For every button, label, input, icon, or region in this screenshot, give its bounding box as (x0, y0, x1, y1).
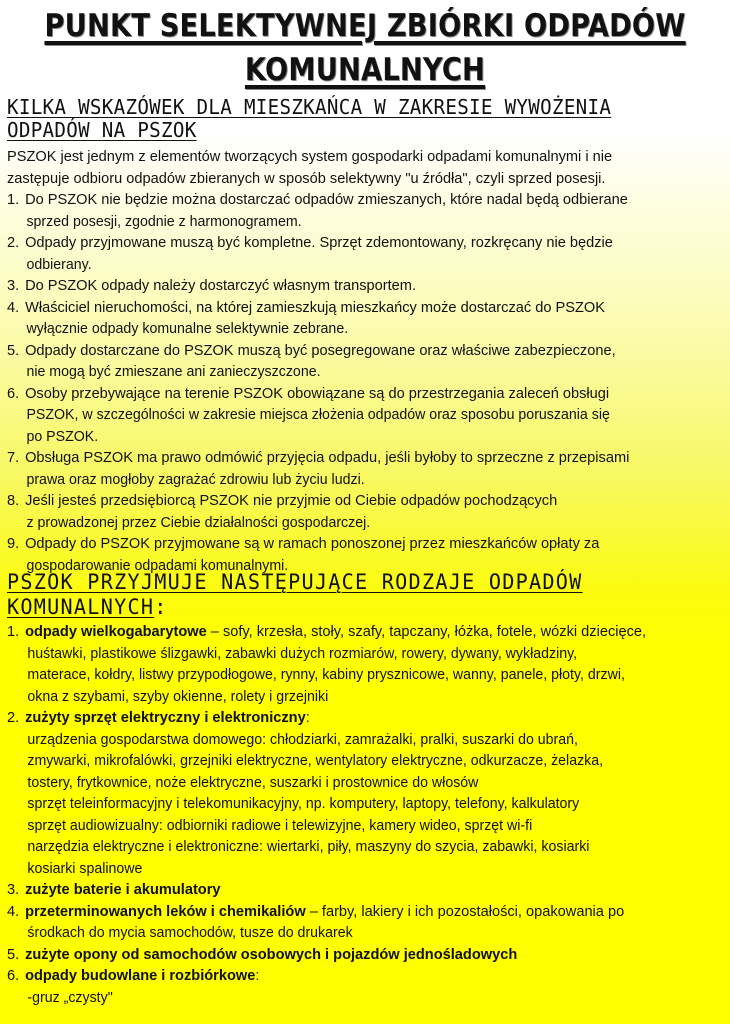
category-first-line (7, 945, 725, 967)
category-item (7, 708, 725, 880)
rule-first-line (7, 190, 725, 212)
category-detail-line: kosiarki spalinowe (27, 860, 143, 877)
category-name: zużyty sprzęt elektryczny i elektroniczny (25, 710, 306, 726)
rule-text: Odpady przyjmowane muszą być kompletne. Sprzęt zdemontowany, rozkręcany nie będzie (25, 235, 613, 251)
page-title-line-1: PUNKT SELEKTYWNEJ ZBIÓRKI ODPADÓW (44, 8, 686, 44)
intro-line-2: zastępuje odbioru odpadów zbieranych w sposób selektywny "u źródła", czyli sprzed posesji. (7, 170, 606, 187)
category-name: przeterminowanych leków i chemikaliów (25, 903, 306, 920)
page-title (44, 4, 686, 92)
accepts-heading (7, 570, 698, 620)
category-detail-line: tostery, frytkownice, noże elektryczne, suszarki i prostownice do włosów (27, 774, 479, 791)
tips-heading-line-2: ODPADÓW NA PSZOK (7, 118, 197, 142)
category-item (7, 622, 725, 708)
rule-text: Właściciel nieruchomości, na której zamieszkują mieszkańcy może dostarczać do PSZOK (25, 299, 605, 316)
rule-text: Jeśli jesteś przedsiębiorcą PSZOK nie przyjmie od Ciebie odpadów pochodzących (25, 493, 558, 509)
category-separator: – (206, 624, 223, 640)
category-item (7, 880, 725, 902)
category-description: farby, lakiery i ich pozostałości, opakowania po (321, 903, 625, 920)
category-item (7, 966, 725, 1009)
category-detail-line: okna z szybami, szyby okienne, rolety i grzejniki (27, 688, 329, 705)
category-detail-line: -gruz „czysty" (27, 989, 113, 1006)
accepts-heading-colon: : (154, 595, 168, 619)
category-name: zużyte baterie i akumulatory (25, 882, 221, 898)
category-first-line (7, 708, 725, 730)
categories-section (7, 622, 725, 1009)
rule-first-line (7, 491, 725, 513)
rule-first-line (7, 384, 725, 406)
rule-continuation-line: nie mogą być zmieszane ani zanieczyszczone. (26, 364, 321, 380)
rule-continuation-line: prawa oraz mogłoby zagrażać zdrowiu lub życiu ludzi. (26, 471, 365, 488)
rule-number: 3. (7, 278, 20, 294)
category-detail-line: środkach do mycia samochodów, tusze do drukarek (27, 925, 353, 941)
rule-continuation-line: z prowadzonej przez Ciebie działalności gospodarczej. (26, 514, 371, 531)
rule-continuation-line: wyłącznie odpady komunalne selektywnie zebrane. (26, 321, 349, 337)
category-name: zużyte opony od samochodów osobowych i pojazdów jednośladowych (25, 946, 518, 963)
accepts-heading-line-2-wrap (7, 595, 698, 620)
tips-section (7, 147, 725, 577)
rule-item (7, 233, 725, 276)
rule-continuation-line: sprzed posesji, zgodnie z harmonogramem. (26, 213, 302, 230)
categories-list (7, 622, 725, 1009)
category-number: 6. (7, 968, 20, 984)
rule-item (7, 448, 725, 491)
category-detail-line: materace, kołdry, listwy przypodłogowe, rynny, kabiny prysznicowe, wanny, panele, płoty, drzwi, (27, 667, 625, 683)
rule-text: Do PSZOK odpady należy dostarczyć własnym transportem. (25, 278, 417, 294)
category-first-line (7, 902, 725, 924)
category-number: 5. (7, 946, 20, 963)
category-name: odpady budowlane i rozbiórkowe (25, 968, 256, 984)
rule-number: 7. (7, 450, 20, 466)
rule-item (7, 341, 725, 384)
category-item (7, 902, 725, 945)
category-description: sofy, krzesła, stoły, szafy, tapczany, łóżka, fotele, wózki dziecięce, (222, 624, 647, 640)
category-detail-line: urządzenia gospodarstwa domowego: chłodziarki, zamrażalki, pralki, suszarki do ubrań, (27, 731, 578, 748)
category-separator: : (305, 710, 310, 726)
rule-number: 2. (7, 235, 20, 251)
rule-text: Odpady dostarczane do PSZOK muszą być posegregowane oraz właściwe zabezpieczone, (25, 342, 616, 359)
category-separator: – (305, 903, 322, 920)
rule-first-line (7, 534, 725, 556)
rule-number: 9. (7, 536, 20, 552)
rule-first-line (7, 276, 725, 298)
rule-number: 8. (7, 493, 20, 509)
category-detail-line: sprzęt teleinformacyjny i telekomunikacyjny, np. komputery, laptopy, telefony, kalkulatory (27, 796, 580, 812)
rule-item (7, 491, 725, 534)
rule-first-line (7, 298, 725, 320)
rule-text: Obsługa PSZOK ma prawo odmówić przyjęcia odpadu, jeśli byłoby to sprzeczne z przepisami (25, 450, 630, 466)
category-item (7, 945, 725, 967)
category-detail-line: huśtawki, plastikowe ślizgawki, zabawki dużych rozmiarów, rowery, dywany, wykładziny, (27, 645, 578, 662)
intro-line-1: PSZOK jest jednym z elementów tworzących system gospodarki odpadami komunalnymi i nie (7, 149, 613, 165)
rule-number: 6. (7, 385, 20, 402)
accepts-heading-line-2: KOMUNALNYCH (7, 595, 155, 619)
rule-item (7, 276, 725, 298)
category-number: 2. (7, 710, 20, 726)
category-detail-line: sprzęt audiowizualny: odbiorniki radiowe i telewizyjne, kamery wideo, sprzęt wi-fi (27, 817, 533, 834)
category-detail-line: zmywarki, mikrofalówki, grzejniki elektryczne, wentylatory elektryczne, odkurzacze, żelazka, (27, 753, 604, 769)
category-first-line (7, 966, 725, 988)
category-number: 4. (7, 903, 20, 920)
category-detail-line: narzędzia elektryczne i elektroniczne: wiertarki, piły, maszyny do szycia, zabawki, kosiarki (27, 839, 590, 855)
rule-first-line (7, 448, 725, 470)
rule-number: 5. (7, 342, 20, 359)
page-title-line-2: KOMUNALNYCH (244, 52, 486, 88)
rule-continuation-line: odbierany. (26, 256, 92, 273)
category-first-line (7, 880, 725, 902)
tips-heading-line-1: KILKA WSKAZÓWEK DLA MIESZKAŃCA W ZAKRESIE WYWOŻENIA (7, 95, 612, 119)
tips-heading (7, 96, 698, 142)
accepts-heading-line-1: PSZOK PRZYJMUJE NASTĘPUJĄCE RODZAJE ODPADÓW (7, 570, 583, 594)
rule-number: 4. (7, 299, 20, 316)
rule-text: Osoby przebywające na terenie PSZOK obowiązane są do przestrzegania zaleceń obsługi (25, 385, 610, 402)
category-first-line (7, 622, 725, 644)
rule-first-line (7, 233, 725, 255)
rule-text: Odpady do PSZOK przyjmowane są w ramach ponoszonej przez mieszkańców opłaty za (25, 536, 600, 552)
rules-list (7, 190, 725, 577)
rule-item (7, 384, 725, 449)
category-number: 1. (7, 624, 20, 640)
category-number: 3. (7, 882, 20, 898)
rule-continuation-line: po PSZOK. (26, 428, 99, 445)
rule-first-line (7, 341, 725, 363)
rule-continuation-line: PSZOK, w szczególności w zakresie miejsca złożenia odpadów oraz sposobu poruszania się (26, 407, 610, 423)
rule-number: 1. (7, 192, 20, 208)
category-separator: : (255, 968, 260, 984)
rule-item (7, 190, 725, 233)
rule-item (7, 298, 725, 341)
rule-text: Do PSZOK nie będzie można dostarczać odpadów zmieszanych, które nadal będą odbierane (25, 192, 628, 208)
rule-continuation-line: gospodarowanie odpadami komunalnymi. (26, 557, 289, 574)
category-name: odpady wielkogabarytowe (25, 624, 207, 640)
